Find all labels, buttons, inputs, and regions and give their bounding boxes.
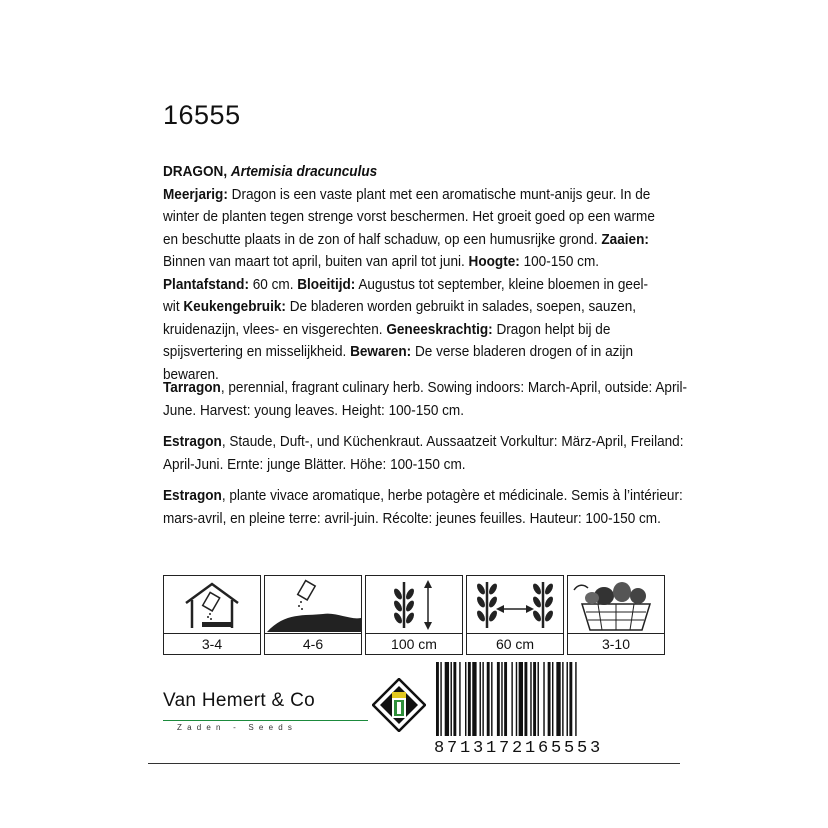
indoor-sowing-icon bbox=[164, 576, 260, 632]
barcode-bar bbox=[480, 662, 481, 736]
german-text: , Staude, Duft-, und Küchenkraut. Aussaatzeit Vorkultur: März-April, Freiland: April-Juni. Ernte: junge Blätter. Höhe: 100-150 cm. bbox=[163, 434, 684, 473]
dutch-description bbox=[163, 161, 661, 386]
barcode-number: 8713172165553 bbox=[434, 739, 604, 758]
seg-label: Meerjarig: bbox=[163, 186, 228, 203]
product-code: 16555 bbox=[163, 100, 241, 130]
brand-name: Van Hemert & Co bbox=[163, 690, 315, 711]
vh-co-logo-icon bbox=[372, 678, 426, 732]
seg-label: Keukengebruik: bbox=[183, 299, 286, 315]
seg-label: Hoogte: bbox=[468, 254, 520, 270]
seg-label: Bewaren: bbox=[350, 344, 412, 360]
plant-spacing-label: 60 cm bbox=[495, 636, 535, 652]
barcode-bar bbox=[468, 662, 471, 736]
seg-text: Dragon is een vaste plant met een aromatische munt-anijs geur. In de winter de planten tegen strenge vorst beschermen. Het groeit goed op een warme en beschutte plaats in de zon of half schaduw, op een humusrijke grond. bbox=[163, 186, 655, 248]
outdoor-sowing-icon bbox=[265, 576, 361, 632]
french-text: , plante vivace aromatique, herbe potagère et médicinale. Semis à l’intérieur: mars-avril, en pleine terre: avril-juin. Récolte: jeunes feuilles. Hauteur: 100-150 cm. bbox=[163, 488, 683, 527]
seg-label: Geneeskrachtig: bbox=[386, 321, 493, 338]
barcode-bar bbox=[451, 662, 452, 736]
german-description bbox=[163, 431, 693, 476]
seg-text: Binnen van maart tot april, buiten van april tot juni. bbox=[163, 254, 469, 270]
english-name: Tarragon bbox=[163, 380, 221, 396]
barcode-bar bbox=[459, 662, 460, 736]
english-description bbox=[163, 377, 693, 422]
plant-height-box bbox=[365, 575, 463, 655]
barcode-bar bbox=[445, 662, 449, 736]
plant-spacing-box bbox=[466, 575, 564, 655]
barcode-bar bbox=[465, 662, 466, 736]
seg-text: De bladeren worden gebruikt in salades, soepen, sauzen, kruidenazijn, vlees- en visgerechten. bbox=[163, 299, 637, 338]
dutch-heading-latin: Artemisia dracunculus bbox=[230, 164, 378, 180]
brand-tagline: Zaden - Seeds bbox=[177, 723, 298, 732]
outdoor-sowing-label: 4-6 bbox=[302, 636, 324, 652]
barcode-icon bbox=[434, 662, 630, 738]
barcode-bar bbox=[575, 662, 576, 736]
harvest-basket-icon bbox=[568, 576, 664, 632]
plant-height-icon bbox=[366, 576, 462, 632]
french-description bbox=[163, 485, 693, 530]
barcode-bar bbox=[562, 662, 563, 736]
bottom-rule bbox=[148, 763, 680, 764]
harvest-box bbox=[567, 575, 665, 655]
barcode-bar bbox=[436, 662, 439, 736]
barcode-bar bbox=[530, 662, 531, 736]
barcode-bar bbox=[519, 662, 523, 736]
barcode-bar bbox=[567, 662, 568, 736]
barcode-bar bbox=[491, 662, 492, 736]
barcode-bar bbox=[533, 662, 536, 736]
seg-text: Augustus tot september, kleine bloemen in geel-wit bbox=[163, 276, 649, 315]
seg-label: Plantafstand: bbox=[163, 276, 249, 293]
seg-text: De verse bladeren drogen of in azijn bewaren. bbox=[163, 344, 633, 383]
barcode-bar bbox=[487, 662, 490, 736]
barcode-bar bbox=[511, 662, 512, 736]
seg-text: 100-150 cm. bbox=[519, 254, 600, 270]
plant-spacing-icon bbox=[467, 576, 563, 632]
growing-icons-row bbox=[163, 575, 665, 657]
barcode-bar bbox=[501, 662, 502, 736]
barcode-bar bbox=[516, 662, 517, 736]
barcode-bar bbox=[552, 662, 553, 736]
dutch-body bbox=[163, 184, 661, 387]
harvest-label: 3-10 bbox=[601, 636, 631, 652]
barcode-bar bbox=[453, 662, 456, 736]
barcode-bar bbox=[482, 662, 483, 736]
seg-text: Dragon helpt bij de spijsvertering en misselijkheid. bbox=[163, 321, 611, 360]
seg-text: 60 cm. bbox=[248, 276, 298, 293]
barcode-bar bbox=[543, 662, 544, 736]
french-name: Estragon bbox=[163, 488, 222, 504]
brand-underline bbox=[163, 720, 368, 721]
plant-height-label: 100 cm bbox=[391, 636, 437, 652]
barcode-bar bbox=[440, 662, 441, 736]
seg-label: Zaaien: bbox=[601, 231, 649, 248]
barcode-bar bbox=[504, 662, 507, 736]
barcode-bar bbox=[497, 662, 500, 736]
barcode-bar bbox=[538, 662, 539, 736]
outdoor-sowing-box bbox=[264, 575, 362, 655]
english-text: , perennial, fragrant culinary herb. Sowing indoors: March-April, outside: April-June. Harvest: young leaves. Height: 100-150 cm. bbox=[163, 380, 688, 419]
indoor-sowing-box bbox=[163, 575, 261, 655]
dutch-heading-bold: DRAGON, bbox=[163, 164, 228, 180]
indoor-sowing-label: 3-4 bbox=[201, 636, 223, 652]
barcode-bar bbox=[548, 662, 551, 736]
german-name: Estragon bbox=[163, 434, 222, 450]
barcode-bar bbox=[524, 662, 527, 736]
brand-block bbox=[163, 690, 315, 732]
barcode-bar bbox=[472, 662, 476, 736]
seg-label: Bloeitijd: bbox=[297, 276, 356, 293]
barcode-bar bbox=[569, 662, 572, 736]
barcode-bar bbox=[556, 662, 560, 736]
